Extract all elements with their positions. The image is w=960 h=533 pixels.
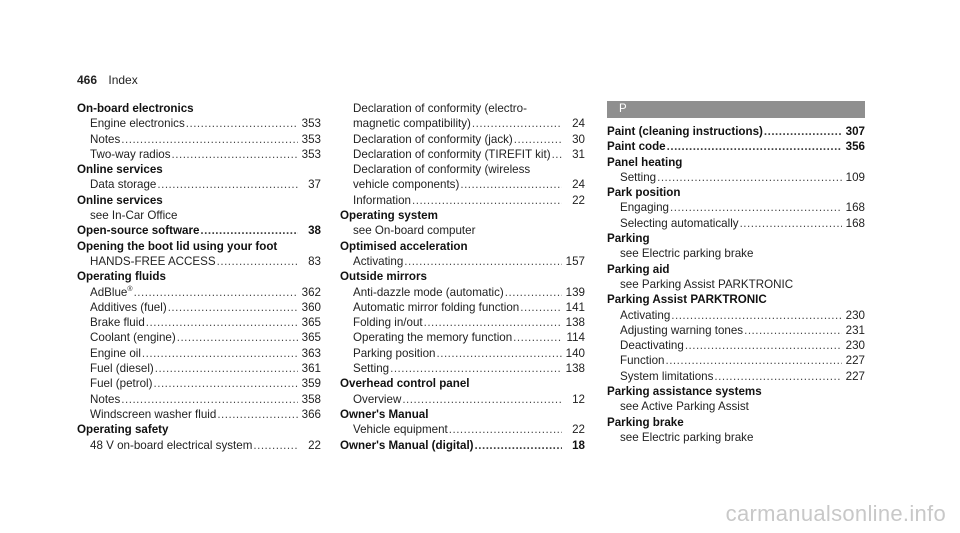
page-ref: 157 xyxy=(565,254,585,268)
index-subentry xyxy=(77,315,321,330)
page-ref: 366 xyxy=(301,407,321,421)
index-subentry xyxy=(340,132,585,147)
leader-dots xyxy=(449,422,562,437)
page-ref: 365 xyxy=(301,316,321,330)
index-subentry xyxy=(340,285,585,300)
subentry-label: Activating xyxy=(620,308,671,322)
leader-dots xyxy=(186,116,298,131)
leader-dots xyxy=(121,392,298,407)
subentry-label: Operating the memory function xyxy=(353,331,513,345)
subentry-label: Engaging xyxy=(620,201,669,215)
subentry-label: magnetic compatibility) xyxy=(353,117,471,131)
page-ref: 30 xyxy=(572,132,585,146)
subentry-label: Selecting automatically xyxy=(620,216,739,230)
subentry-label: HANDS-FREE ACCESS xyxy=(90,254,216,268)
subentry-text xyxy=(353,392,401,407)
subentry-text xyxy=(90,285,133,300)
index-column-3 xyxy=(607,101,865,445)
leader-dots xyxy=(172,147,298,162)
leader-dots xyxy=(667,139,842,154)
page-ref: 38 xyxy=(308,224,321,238)
subentry-label: Declaration of conformity (jack) xyxy=(353,132,513,146)
index-subentry xyxy=(607,369,865,384)
leader-dots xyxy=(424,315,562,330)
subentry-text: see In-Car Office xyxy=(90,209,178,223)
index-entry xyxy=(77,223,321,238)
leader-dots xyxy=(154,376,299,391)
page-ref: 358 xyxy=(301,392,321,406)
page-ref: 141 xyxy=(565,300,585,314)
index-heading: Operating fluids xyxy=(77,270,166,284)
page-number: 466 xyxy=(77,73,98,87)
index-entry xyxy=(340,376,585,407)
index-subentry xyxy=(77,116,321,131)
subentry-text: Declaration of conformity (electro- xyxy=(353,102,527,115)
subentry-label: Information xyxy=(353,193,411,207)
leader-dots xyxy=(520,300,562,315)
subentry-label: Automatic mirror folding function xyxy=(353,300,520,314)
subentry-label: Coolant (engine) xyxy=(90,331,176,345)
index-entry xyxy=(607,231,865,262)
page-ref: 24 xyxy=(572,117,585,131)
subentry-label: Brake fluid xyxy=(90,316,145,330)
index-subentry xyxy=(607,323,865,338)
subentry-label: vehicle components) xyxy=(353,178,460,192)
subentry-text xyxy=(353,330,512,345)
page-ref: 365 xyxy=(301,331,321,345)
index-subentry xyxy=(77,177,321,192)
index-subentry xyxy=(340,116,585,131)
index-heading: Operating safety xyxy=(77,423,169,437)
page-ref: 31 xyxy=(572,147,585,161)
index-subentry xyxy=(607,338,865,353)
page-ref: 230 xyxy=(845,308,865,322)
page-ref: 138 xyxy=(565,362,585,376)
subentry-label: Engine oil xyxy=(90,346,141,360)
index-subentry xyxy=(77,407,321,422)
index-entry xyxy=(607,185,865,231)
subentry-label: Two-way radios xyxy=(90,147,171,161)
subentry-label: Function xyxy=(620,354,665,368)
page-ref: 353 xyxy=(301,147,321,161)
leader-dots xyxy=(390,361,562,376)
page-header xyxy=(77,73,138,87)
leader-dots xyxy=(155,361,298,376)
index-entry xyxy=(607,384,865,415)
index-heading: Parking Assist PARKTRONIC xyxy=(607,293,767,307)
index-heading: On-board electronics xyxy=(77,102,194,115)
registered-mark: ® xyxy=(127,285,133,293)
index-entry xyxy=(340,269,585,376)
index-entry xyxy=(607,415,865,446)
subentry-text: Declaration of conformity (wireless xyxy=(353,163,531,177)
index-heading: Online services xyxy=(77,193,163,207)
index-subentry xyxy=(607,170,865,185)
page-ref: 356 xyxy=(845,140,865,154)
page-ref: 22 xyxy=(572,193,585,207)
leader-dots xyxy=(475,438,562,453)
subentry-text xyxy=(620,200,669,215)
page-ref: 109 xyxy=(845,170,865,184)
index-entry xyxy=(340,239,585,270)
index-subentry xyxy=(340,177,585,192)
subentry-label: Vehicle equipment xyxy=(353,423,448,437)
subentry-text xyxy=(353,346,436,361)
index-heading: Overhead control panel xyxy=(340,377,470,391)
leader-dots xyxy=(142,346,298,361)
index-subentry xyxy=(77,361,321,376)
subentry-text xyxy=(353,132,513,147)
subentry-text xyxy=(90,438,252,453)
index-subentry xyxy=(77,376,321,391)
index-subentry xyxy=(77,392,321,407)
subentry-text xyxy=(90,177,156,192)
letter-heading: P xyxy=(607,101,865,118)
page-ref: 307 xyxy=(845,125,865,138)
index-subentry xyxy=(340,346,585,361)
leader-dots xyxy=(146,315,298,330)
page-ref: 37 xyxy=(308,178,321,192)
subentry-text xyxy=(620,369,713,384)
index-subentry xyxy=(607,353,865,368)
subentry-label: Fuel (petrol) xyxy=(90,377,153,391)
subentry-text xyxy=(353,254,403,269)
leader-dots xyxy=(552,147,562,162)
leader-dots xyxy=(121,132,298,147)
index-heading: Online services xyxy=(77,163,163,177)
leader-dots xyxy=(460,177,562,192)
index-heading-row xyxy=(607,124,865,139)
subentry-text: see Parking Assist PARKTRONIC xyxy=(620,277,794,291)
subentry-label: Setting xyxy=(353,362,390,376)
subentry-text xyxy=(620,216,739,231)
subentry-label: System limitations xyxy=(620,369,714,383)
index-entry xyxy=(607,155,865,186)
leader-dots xyxy=(764,124,842,139)
subentry-label: Adjusting warning tones xyxy=(620,323,744,337)
subentry-text xyxy=(90,407,216,422)
index-heading: Parking aid xyxy=(607,262,670,276)
page-ref: 12 xyxy=(572,392,585,406)
subentry-label: Setting xyxy=(620,170,657,184)
subentry-text xyxy=(90,254,216,269)
page-ref: 230 xyxy=(845,339,865,353)
page-ref: 24 xyxy=(572,178,585,192)
subentry-label: Overview xyxy=(353,392,402,406)
subentry-label: AdBlue xyxy=(90,285,128,299)
index-heading: Parking brake xyxy=(607,415,684,429)
index-entry xyxy=(340,407,585,438)
index-entry xyxy=(607,139,865,154)
leader-dots xyxy=(657,170,842,185)
leader-dots xyxy=(472,116,562,131)
index-heading: Outside mirrors xyxy=(340,270,427,284)
leader-dots xyxy=(665,353,842,368)
leader-dots xyxy=(714,369,842,384)
subentry-label: Notes xyxy=(90,392,121,406)
subentry-text xyxy=(620,323,743,338)
subentry-text xyxy=(353,285,504,300)
section-title: Index xyxy=(108,73,138,87)
index-subentry xyxy=(340,361,585,376)
index-heading: Parking assistance systems xyxy=(607,385,762,399)
leader-dots xyxy=(505,285,562,300)
index-subentry xyxy=(607,200,865,215)
leader-dots xyxy=(513,330,562,345)
subentry-label: Windscreen washer fluid xyxy=(90,407,217,421)
subentry-label: Data storage xyxy=(90,178,157,192)
index-subentry xyxy=(340,147,585,162)
subentry-label: Parking position xyxy=(353,346,436,360)
page-ref: 18 xyxy=(572,438,585,452)
watermark: carmanualsonline.info xyxy=(725,501,946,526)
subentry-label: Additives (fuel) xyxy=(90,300,167,314)
subentry-text xyxy=(90,147,171,162)
subentry-text xyxy=(90,116,185,131)
subentry-text: see Electric parking brake xyxy=(620,430,754,444)
index-subentry xyxy=(340,315,585,330)
leader-dots xyxy=(168,300,298,315)
index-subentry xyxy=(77,330,321,345)
index-entry xyxy=(340,101,585,208)
index-entry xyxy=(340,438,585,453)
subentry-label: Notes xyxy=(90,132,121,146)
page-ref: 114 xyxy=(566,331,585,345)
leader-dots xyxy=(402,392,562,407)
index-subentry xyxy=(77,147,321,162)
index-heading: Park position xyxy=(607,186,681,200)
index-heading: Optimised acceleration xyxy=(340,239,468,253)
subentry-label: Deactivating xyxy=(620,339,684,353)
index-heading: Opening the boot lid using your foot xyxy=(77,239,278,253)
index-entry xyxy=(77,422,321,453)
subentry-text xyxy=(90,330,176,345)
index-subentry xyxy=(77,346,321,361)
subentry-text xyxy=(353,300,519,315)
subentry-text xyxy=(353,361,389,376)
leader-dots xyxy=(744,323,842,338)
subentry-text xyxy=(90,132,120,147)
index-heading-row xyxy=(77,223,321,238)
leader-dots xyxy=(671,308,842,323)
page-ref: 361 xyxy=(301,362,321,376)
subentry-text xyxy=(353,422,448,437)
index-heading: Panel heating xyxy=(607,155,683,169)
index-subentry xyxy=(340,254,585,269)
page-ref: 353 xyxy=(301,132,321,146)
subentry-label: Declaration of conformity (TIREFIT kit) xyxy=(353,147,551,161)
index-subentry xyxy=(77,300,321,315)
leader-dots xyxy=(217,407,298,422)
index-entry xyxy=(607,292,865,384)
index-entry xyxy=(77,193,321,224)
subentry-label: Activating xyxy=(353,254,404,268)
leader-dots xyxy=(217,254,298,269)
index-entry xyxy=(340,208,585,239)
page-ref: 362 xyxy=(301,285,321,299)
page-ref: 360 xyxy=(301,300,321,314)
subentry-text xyxy=(90,300,167,315)
index-subentry xyxy=(77,132,321,147)
index-subentry xyxy=(77,438,321,453)
index-column-1 xyxy=(77,101,321,453)
index-entry xyxy=(607,262,865,293)
leader-dots xyxy=(404,254,562,269)
subentry-text xyxy=(353,116,471,131)
index-entry xyxy=(607,124,865,139)
subentry-label: Fuel (diesel) xyxy=(90,362,154,376)
leader-dots xyxy=(740,216,842,231)
subentry-text xyxy=(90,376,153,391)
subentry-text: see On-board computer xyxy=(353,224,476,238)
subentry-text xyxy=(90,315,145,330)
page-ref: 231 xyxy=(845,323,865,337)
index-entry xyxy=(77,101,321,162)
subentry-text xyxy=(90,392,120,407)
subentry-label: Engine electronics xyxy=(90,117,185,131)
subentry-text xyxy=(90,346,141,361)
subentry-text: see Electric parking brake xyxy=(620,247,754,261)
index-subentry xyxy=(77,285,321,300)
index-heading: Owner's Manual xyxy=(340,407,429,421)
leader-dots xyxy=(200,223,298,238)
leader-dots xyxy=(177,330,298,345)
leader-dots xyxy=(412,193,562,208)
index-heading: Operating system xyxy=(340,209,438,223)
index-heading-row xyxy=(607,139,865,154)
subentry-text xyxy=(620,353,664,368)
page-ref: 363 xyxy=(301,346,321,360)
page-ref: 227 xyxy=(845,369,865,383)
index-entry xyxy=(77,162,321,193)
index-heading-row xyxy=(340,438,585,453)
leader-dots xyxy=(685,338,842,353)
index-heading: Parking xyxy=(607,232,650,246)
page-ref: 168 xyxy=(845,216,865,230)
index-heading: Paint code xyxy=(607,140,666,154)
index-entry xyxy=(77,269,321,422)
subentry-text xyxy=(620,308,670,323)
index-heading: Paint (cleaning instructions) xyxy=(607,125,763,138)
subentry-text: see Active Parking Assist xyxy=(620,400,749,414)
index-subentry xyxy=(607,216,865,231)
page-ref: 168 xyxy=(845,201,865,215)
page-ref: 139 xyxy=(565,285,585,299)
subentry-text xyxy=(353,193,411,208)
page-ref: 22 xyxy=(572,423,585,437)
leader-dots xyxy=(134,285,298,300)
page-ref: 227 xyxy=(845,354,865,368)
page-ref: 353 xyxy=(301,117,321,131)
page-ref: 83 xyxy=(308,254,321,268)
leader-dots xyxy=(157,177,298,192)
index-subentry xyxy=(340,422,585,437)
leader-dots xyxy=(253,438,298,453)
leader-dots xyxy=(670,200,842,215)
subentry-text xyxy=(90,361,154,376)
index-heading: Owner's Manual (digital) xyxy=(340,438,474,452)
subentry-label: 48 V on-board electrical system xyxy=(90,438,253,452)
index-subentry xyxy=(340,330,585,345)
subentry-text xyxy=(620,338,684,353)
index-entry xyxy=(77,239,321,270)
leader-dots xyxy=(437,346,563,361)
subentry-label: Folding in/out xyxy=(353,316,423,330)
subentry-text xyxy=(353,177,459,192)
subentry-text xyxy=(620,170,656,185)
index-subentry xyxy=(340,392,585,407)
index-subentry xyxy=(340,193,585,208)
index-subentry xyxy=(607,308,865,323)
page-ref: 359 xyxy=(301,377,321,391)
page-ref: 22 xyxy=(308,438,321,452)
leader-dots xyxy=(514,132,562,147)
subentry-label: Anti-dazzle mode (automatic) xyxy=(353,285,504,299)
index-heading: Open-source software xyxy=(77,224,200,238)
index-subentry xyxy=(340,300,585,315)
subentry-text xyxy=(353,147,551,162)
subentry-text xyxy=(353,315,423,330)
index-subentry xyxy=(77,254,321,269)
page-ref: 138 xyxy=(565,316,585,330)
page-ref: 140 xyxy=(565,346,585,360)
index-column-2 xyxy=(340,101,585,453)
